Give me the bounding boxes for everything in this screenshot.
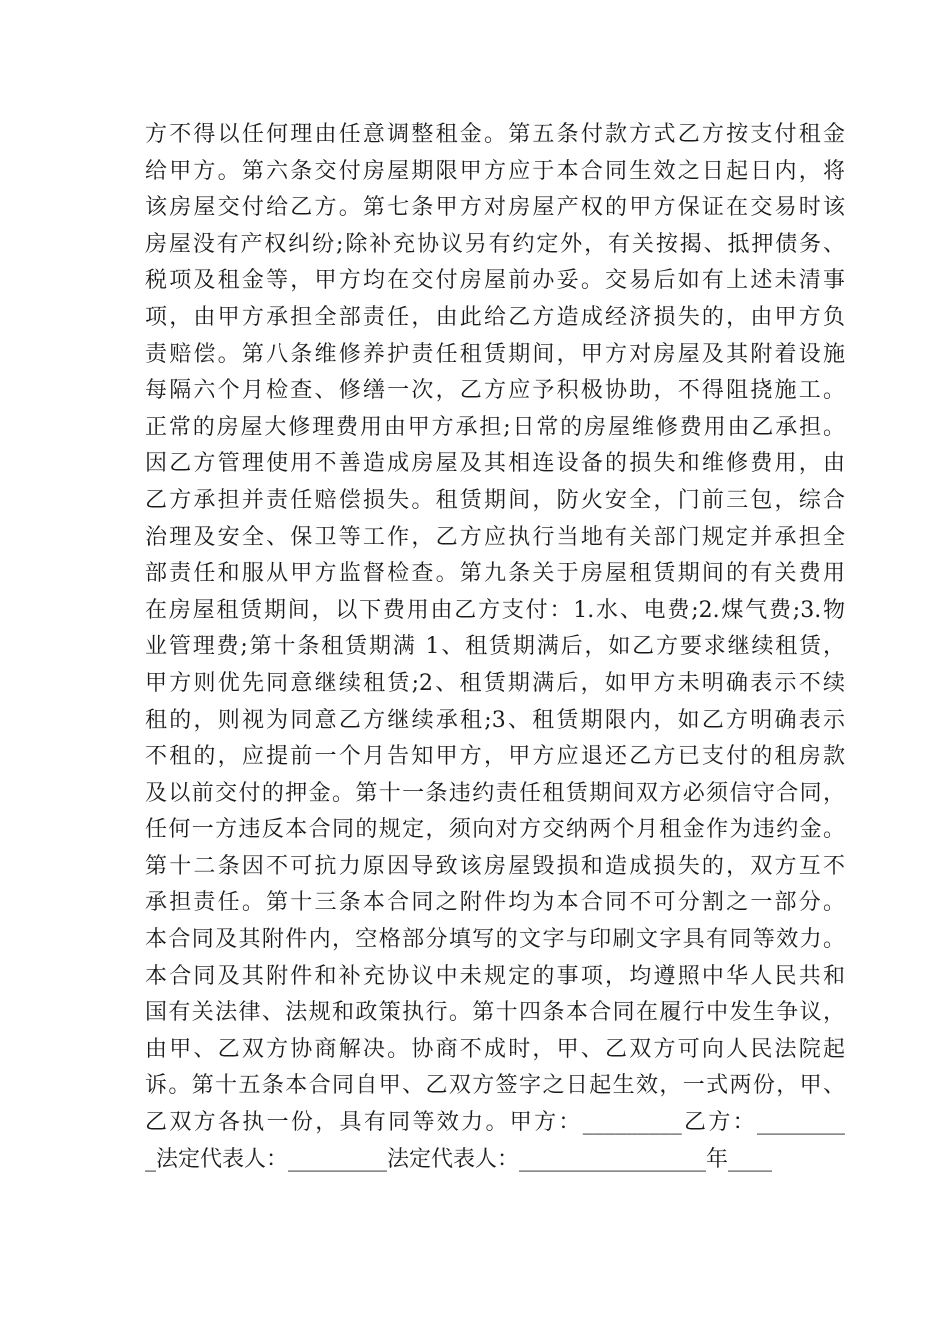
- text-line-23: 本合同及其附件内，空格部分填写的文字与印刷文字具有同等效力。: [145, 927, 845, 953]
- text-line-27: 诉。第十五条本合同自甲、乙双方签字之日起生效，一式两份，甲、: [145, 1073, 845, 1099]
- text-line-24: 本合同及其附件和补充协议中未规定的事项，均遵照中华人民共和: [145, 963, 845, 989]
- text-line-19: 及以前交付的押金。第十一条违约责任租赁期间双方必须信守合同，: [145, 780, 845, 806]
- text-line-22: 承担责任。第十三条本合同之附件均为本合同不可分割之一部分。: [145, 890, 845, 916]
- text-line-3: 该房屋交付给乙方。第七条甲方对房屋产权的甲方保证在交易时该: [145, 195, 845, 221]
- text-line-1: 方不得以任何理由任意调整租金。第五条付款方式乙方按支付租金: [145, 122, 845, 147]
- text-line-12: 治理及安全、保卫等工作，乙方应执行当地有关部门规定并承担全: [145, 524, 845, 550]
- text-line-21: 第十二条因不可抗力原因导致该房屋毁损和造成损失的，双方互不: [145, 853, 845, 879]
- text-line-20: 任何一方违反本合同的规定，须向对方交纳两个月租金作为违约金。: [145, 817, 845, 843]
- text-line-7: 责赔偿。第八条维修养护责任租赁期间，甲方对房屋及其附着设施: [145, 341, 845, 367]
- text-line-25: 国有关法律、法规和政策执行。第十四条本合同在履行中发生争议，: [145, 1000, 845, 1026]
- text-line-6: 项，由甲方承担全部责任，由此给乙方造成经济损失的，由甲方负: [145, 304, 845, 330]
- text-line-17: 租的，则视为同意乙方继续承租;3、租赁期限内，如乙方明确表示: [145, 707, 845, 733]
- text-line-16: 甲方则优先同意继续租赁;2、租赁期满后，如甲方未明确表示不续: [145, 670, 845, 696]
- text-line-14: 在房屋租赁期间，以下费用由乙方支付：1.水、电费;2.煤气费;3.物: [145, 597, 845, 623]
- text-line-13: 部责任和服从甲方监督检查。第九条关于房屋租赁期间的有关费用: [145, 561, 845, 587]
- text-line-10: 因乙方管理使用不善造成房屋及其相连设备的损失和维修费用，由: [145, 451, 845, 477]
- text-line-11: 乙方承担并责任赔偿损失。租赁期间，防火安全，门前三包，综合: [145, 487, 845, 513]
- text-line-18: 不租的，应提前一个月告知甲方，甲方应退还乙方已支付的租房款: [145, 744, 845, 770]
- text-line-2: 给甲方。第六条交付房屋期限甲方应于本合同生效之日起日内，将: [145, 158, 845, 184]
- text-line-29: _法定代表人：_________法定代表人：_________________年____: [145, 1146, 773, 1172]
- text-line-15: 业管理费;第十条租赁期满 1、租赁期满后，如乙方要求继续租赁，: [145, 634, 845, 660]
- text-line-8: 每隔六个月检查、修缮一次，乙方应予积极协助，不得阻挠施工。: [145, 378, 845, 404]
- text-line-5: 税项及租金等，甲方均在交付房屋前办妥。交易后如有上述未清事: [145, 268, 845, 294]
- contract-body-text: [145, 117, 845, 1178]
- text-line-26: 由甲、乙双方协商解决。协商不成时，甲、乙双方可向人民法院起: [145, 1036, 845, 1062]
- text-line-28: 乙双方各执一份，具有同等效力。甲方：_________乙方：________: [145, 1110, 845, 1136]
- text-line-4: 房屋没有产权纠纷;除补充协议另有约定外，有关按揭、抵押债务、: [145, 231, 845, 257]
- text-line-9: 正常的房屋大修理费用由甲方承担;日常的房屋维修费用由乙承担。: [145, 414, 845, 440]
